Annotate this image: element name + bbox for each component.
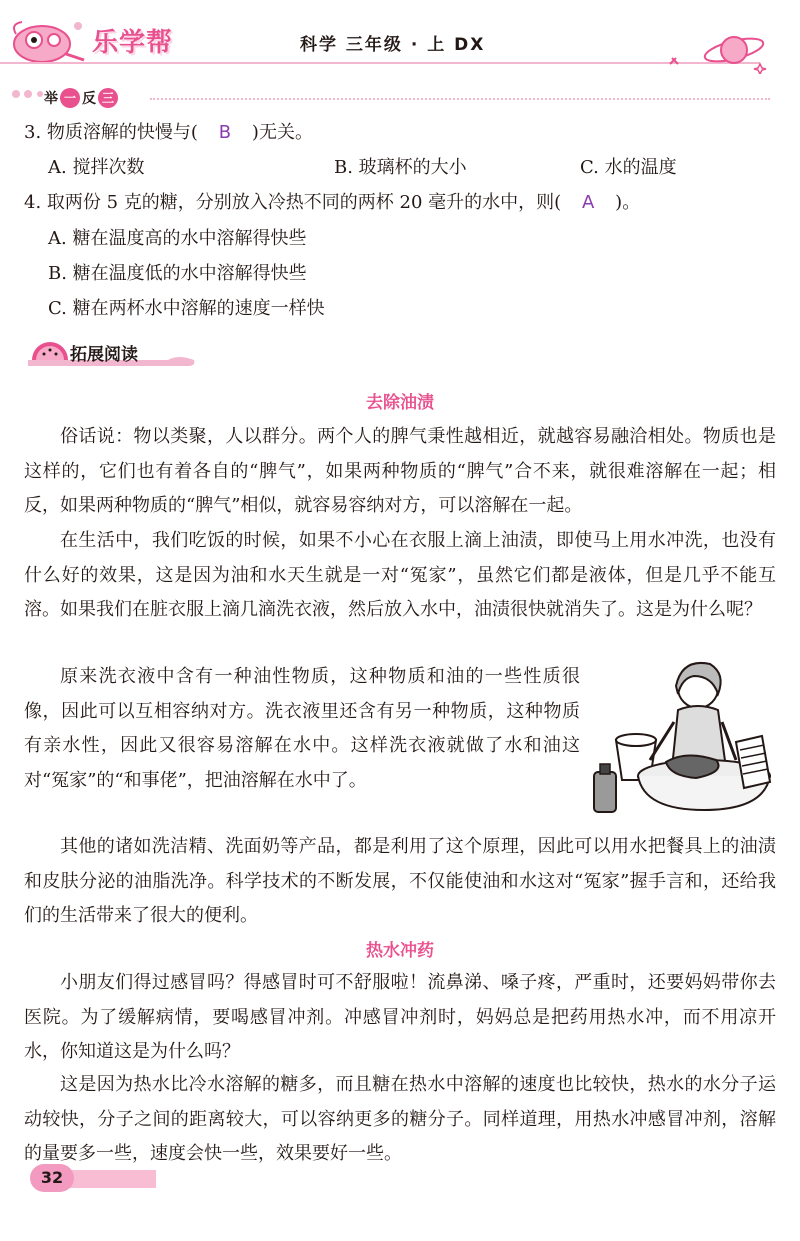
question-stem: 4. 取两份 5 克的糖，分别放入冷热不同的两杯 20 毫升的水中，则( [24, 192, 562, 213]
section-tag-char: 举 [44, 91, 58, 107]
expand-reading-label: 拓展阅读 [70, 345, 138, 365]
section-tag-char: 三 [98, 88, 118, 108]
question-stem: )。 [615, 192, 641, 213]
mascot-icon [8, 14, 88, 66]
option-a: A. 糖在温度高的水中溶解得快些 [48, 228, 307, 249]
section-tag-char: 反 [82, 91, 96, 107]
question-3 [24, 118, 313, 144]
page-header [0, 0, 800, 80]
question-answer: B [218, 122, 232, 143]
planet-icon [662, 28, 772, 74]
option-c: C. 糖在两杯水中溶解的速度一样快 [48, 298, 325, 319]
question-stem: )无关。 [251, 122, 313, 143]
header-divider [0, 62, 760, 64]
book-title: 科学 三年级 · 上 DX [300, 35, 486, 55]
article-paragraph: 在生活中，我们吃饭的时候，如果不小心在衣服上滴上油渍，即使马上用水冲洗，也没有什么好的效果，这是因为油和水天生就是一对“冤家”，虽然它们都是液体，但是几乎不能互溶。如果我们在脏衣服上滴几滴洗衣液，然后放入水中，油渍很快就消失了。这是为什么呢？ [24, 530, 776, 620]
article-paragraph: 小朋友们得过感冒吗？得感冒时可不舒服啦！流鼻涕、嗓子疼，严重时，还要妈妈带你去医院。为了缓解病情，要喝感冒冲剂。冲感冒冲剂时，妈妈总是把药用热水冲，而不用凉开水，你知道这是为什么吗？ [24, 972, 776, 1062]
article-title: 热水冲药 [366, 941, 434, 961]
section-dotted-divider [150, 98, 770, 100]
section-tag [44, 88, 118, 108]
question-answer: A [582, 192, 595, 213]
option-b: B. 玻璃杯的大小 [334, 157, 467, 178]
section-tag-char: 一 [60, 88, 80, 108]
brand-logo: 乐学帮 [92, 28, 174, 58]
question-stem: 3. 物质溶解的快慢与( [24, 122, 198, 143]
option-b: B. 糖在温度低的水中溶解得快些 [48, 263, 307, 284]
article-title: 去除油渍 [366, 393, 434, 413]
article-paragraph: 这是因为热水比冷水溶解的糖多，而且糖在热水中溶解的速度也比较快，热水的水分子运动较快，分子之间的距离较大，可以容纳更多的糖分子。同样道理，用热水冲感冒冲剂，溶解的量要多一些，速度会快一些，效果要好一些。 [24, 1074, 776, 1164]
girl-washing-illustration-icon [586, 650, 776, 820]
article-paragraph: 原来洗衣液中含有一种油性物质，这种物质和油的一些性质很像，因此可以互相容纳对方。洗衣液里还含有另一种物质，这种物质有亲水性，因此又很容易溶解在水中。这样洗衣液就做了水和油这对“冤家”的“和事佬”，把油溶解在水中了。 [24, 666, 580, 791]
page-number: 32 [30, 1164, 74, 1192]
question-4 [24, 188, 640, 214]
option-a: A. 搅拌次数 [48, 157, 145, 178]
option-c: C. 水的温度 [580, 157, 677, 178]
article-paragraph: 俗话说：物以类聚，人以群分。两个人的脾气秉性越相近，就越容易融洽相处。物质也是这样的，它们也有着各自的“脾气”，如果两种物质的“脾气”合不来，就很难溶解在一起；相反，如果两种物质的“脾气”相似，就容易容纳对方，可以溶解在一起。 [24, 426, 776, 516]
article-paragraph: 其他的诸如洗洁精、洗面奶等产品，都是利用了这个原理，因此可以用水把餐具上的油渍和皮肤分泌的油脂洗净。科学技术的不断发展，不仅能使油和水这对“冤家”握手言和，还给我们的生活带来了很大的便利。 [24, 836, 776, 926]
